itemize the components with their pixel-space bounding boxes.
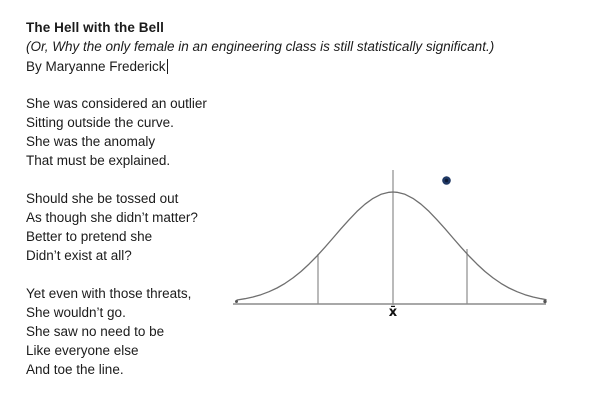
poem-subtitle: (Or, Why the only female in an engineering class is still statistically significant.) — [26, 39, 495, 54]
mean-label: x̄ — [388, 305, 398, 320]
poem-line: Like everyone else — [26, 343, 139, 358]
poem-line: As though she didn’t matter? — [26, 210, 198, 225]
byline-text: By Maryanne Frederick — [26, 59, 166, 74]
poem-line: Didn’t exist at all? — [26, 248, 132, 263]
poem-line: That must be explained. — [26, 153, 171, 168]
poem-line: Yet even with those threats, — [26, 286, 192, 301]
curve-tail-tip-right — [543, 300, 546, 303]
poem-line: Better to pretend she — [26, 229, 153, 244]
poem-line: And toe the line. — [26, 362, 124, 377]
poem-line: She was considered an outlier — [26, 96, 207, 111]
poem-line: Sitting outside the curve. — [26, 115, 174, 130]
poem-byline — [26, 56, 592, 75]
poem-line: She was the anomaly — [26, 134, 156, 149]
poem-line: Should she be tossed out — [26, 191, 179, 206]
poem-title: The Hell with the Bell — [26, 20, 164, 35]
blank-line — [26, 75, 592, 94]
poem-line: She saw no need to be — [26, 324, 165, 339]
text-cursor — [167, 59, 168, 74]
bell-curve — [237, 192, 546, 300]
curve-tail-tip-left — [235, 300, 238, 303]
outlier-point-core — [445, 179, 448, 182]
poem-line: She wouldn’t go. — [26, 305, 126, 320]
